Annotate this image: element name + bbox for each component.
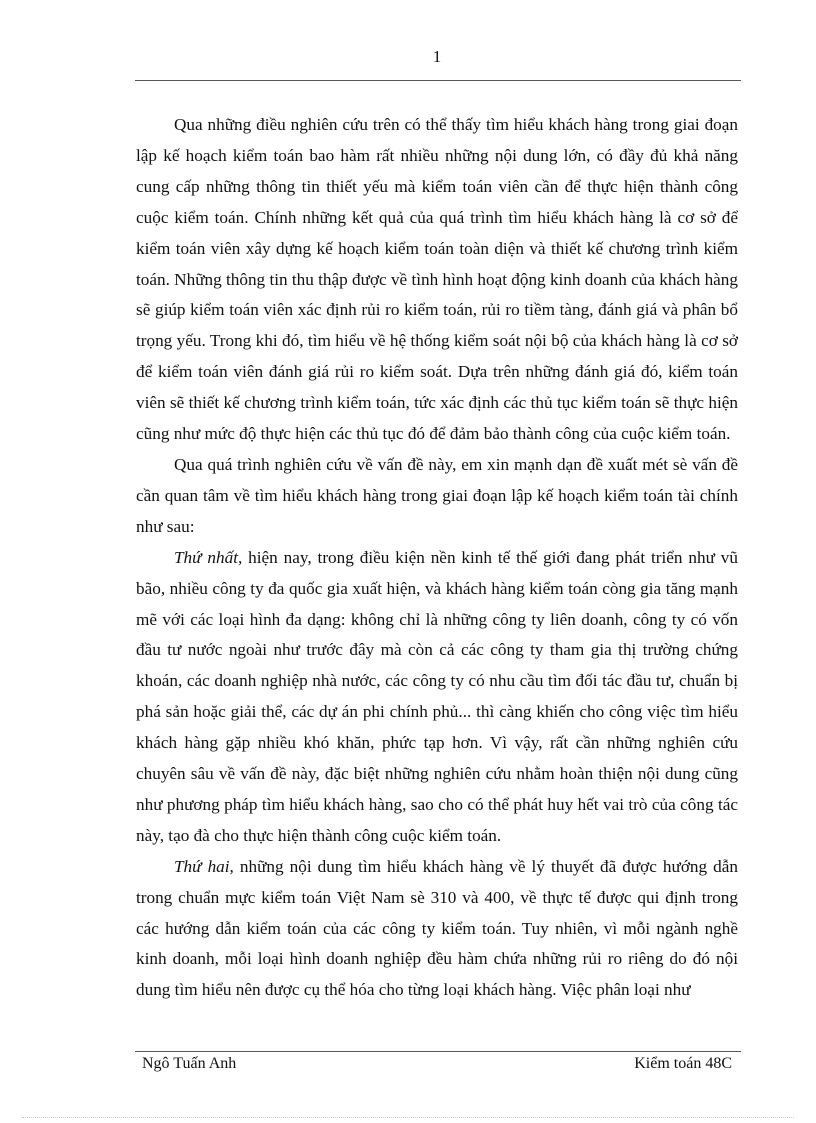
page-bottom-edge xyxy=(22,1117,794,1118)
footer-divider xyxy=(135,1051,741,1052)
paragraph-4 xyxy=(136,852,738,1007)
footer-author: Ngô Tuấn Anh xyxy=(142,1055,237,1072)
document-body xyxy=(136,110,738,1006)
paragraph-4-text: những nội dung tìm hiểu khách hàng về lý thuyết đã được hướng dẫn trong chuẩn mực kiểm toán Việt Nam sè 310 và 400, về thực tế được qui định trong các hướng dẫn kiểm toán của các công ty kiểm toán. Tuy nhiên, vì mỗi ngành nghề kinh doanh, mỗi loại hình doanh nghiệp đều hàm chứa những rủi ro riêng do đó nội dung tìm hiểu nên được cụ thể hóa cho từng loại khách hàng. Việc phân loại như xyxy=(136,856,738,1000)
paragraph-2: Qua quá trình nghiên cứu về vấn đề này, em xin mạnh dạn đề xuất mét sè vấn đề cần quan tâm về tìm hiểu khách hàng trong giai đoạn lập kế hoạch kiểm toán tài chính như sau: xyxy=(136,454,738,536)
paragraph-4-lead: Thứ hai, xyxy=(174,856,234,876)
header-divider xyxy=(135,80,741,81)
footer-class: Kiểm toán 48C xyxy=(634,1055,732,1072)
paragraph-3-lead: Thứ nhất, xyxy=(174,547,243,567)
page-number: 1 xyxy=(432,47,442,66)
paragraph-1: Qua những điều nghiên cứu trên có thể thấy tìm hiểu khách hàng trong giai đoạn lập kế hoạch kiểm toán bao hàm rất nhiều những nội dung lớn, có đầy đủ khả năng cung cấp những thông tin thiết yếu mà kiểm toán viên cần để thực hiện thành công cuộc kiểm toán. Chính những kết quả của quá trình tìm hiểu khách hàng là cơ sở để kiểm toán viên xây dựng kế hoạch kiểm toán toàn diện và thiết kế chương trình kiểm toán. Những thông tin thu thập được về tình hình hoạt động kinh doanh của khách hàng sẽ giúp kiểm toán viên xác định rủi ro kiểm toán, rủi ro tiềm tàng, đánh giá và phân bổ trọng yếu. Trong khi đó, tìm hiểu về hệ thống kiểm soát nội bộ của khách hàng là cơ sở để kiểm toán viên đánh giá rủi ro kiểm soát. Dựa trên những đánh giá đó, kiểm toán viên sẽ thiết kế chương trình kiểm toán, tức xác định các thủ tục kiểm toán sẽ thực hiện cũng như mức độ thực hiện các thủ tục đó để đảm bảo thành công của cuộc kiểm toán. xyxy=(136,115,738,444)
paragraph-3 xyxy=(136,543,738,852)
paragraph-3-text: hiện nay, trong điều kiện nền kinh tế thế giới đang phát triển như vũ bão, nhiều công ty đa quốc gia xuất hiện, và khách hàng kiểm toán còng gia tăng mạnh mẽ với các loại hình đa dạng: không chỉ là những công ty liên doanh, công ty có vốn đầu tư nước ngoài như trước đây mà còn cả các công ty tham gia thị trường chứng khoán, các doanh nghiệp nhà nước, các công ty có nhu cầu tìm đối tác đầu tư, chuẩn bị phá sản hoặc giải thể, các dự án phi chính phủ... thì càng khiến cho công việc tìm hiểu khách hàng gặp nhiều khó khăn, phức tạp hơn. Vì vậy, rất cần những nghiên cứu chuyên sâu về vấn đề này, đặc biệt những nghiên cứu nhằm hoàn thiện nội dung cũng như phương pháp tìm hiểu khách hàng, sao cho có thể phát huy hết vai trò của công tác này, tạo đà cho thực hiện thành công cuộc kiểm toán. xyxy=(136,547,738,845)
